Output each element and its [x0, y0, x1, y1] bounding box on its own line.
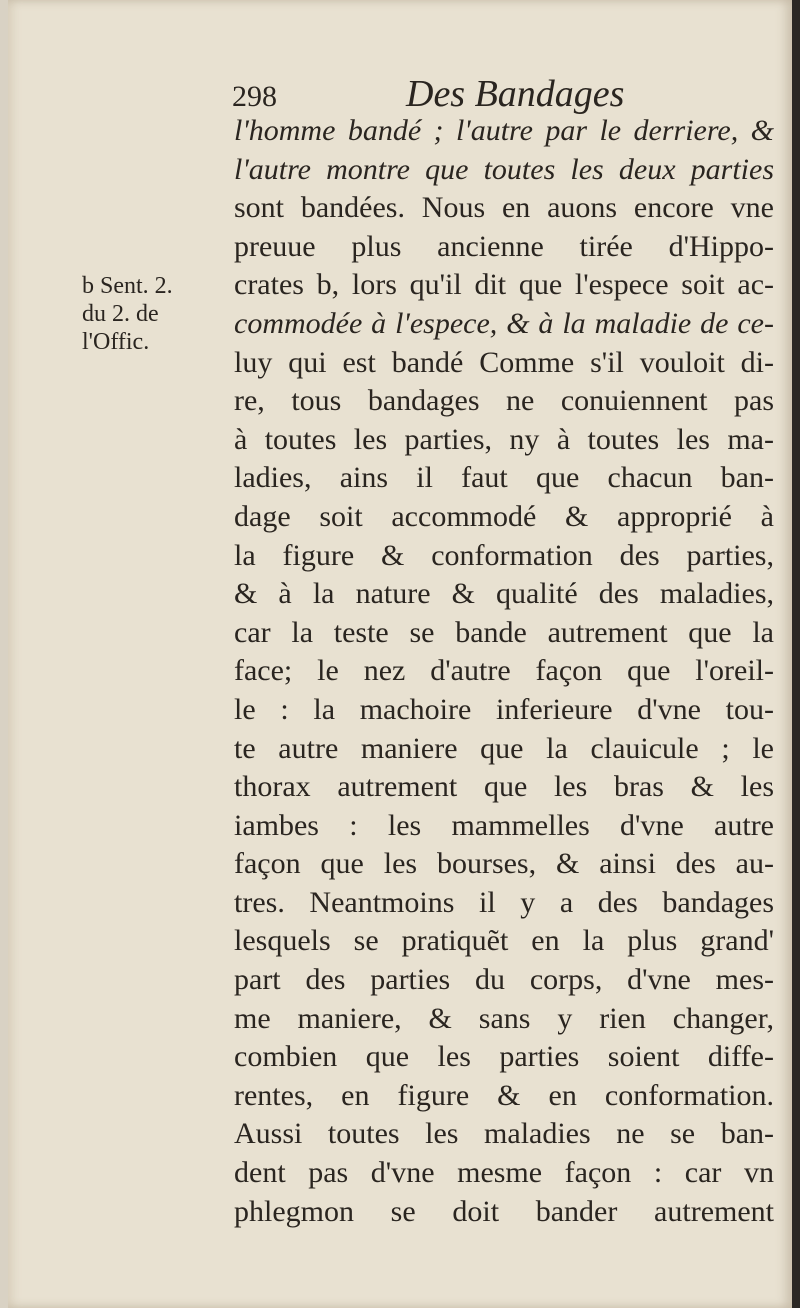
text-line: face; le nez d'autre façon que l'oreil-: [234, 654, 774, 688]
text-line: re, tous bandages ne conuiennent pas: [234, 384, 774, 418]
margin-note-line: b Sent. 2.: [82, 273, 173, 299]
text-line: l'autre montre que toutes les deux parties: [234, 152, 774, 186]
page-number: 298: [232, 80, 277, 113]
margin-note: [82, 272, 232, 356]
text-line: le : la machoire inferieure d'vne tou-: [234, 692, 774, 726]
text-line: phlegmon se doit bander autrement: [234, 1194, 774, 1228]
margin-note-line: l'Offic.: [82, 329, 150, 355]
margin-note-line: du 2. de: [82, 301, 159, 327]
text-line: dent pas d'vne mesme façon : car vn: [234, 1156, 774, 1190]
text-line: iambes : les mammelles d'vne autre: [234, 808, 774, 842]
text-line: Aussi toutes les maladies ne se ban-: [234, 1117, 774, 1151]
text-line: preuue plus ancienne tirée d'Hippo-: [234, 229, 774, 263]
text-line: la figure & conformation des parties,: [234, 538, 774, 572]
text-line: sont bandées. Nous en auons encore vne: [234, 191, 774, 225]
text-line: à toutes les parties, ny à toutes les ma-: [234, 422, 774, 456]
text-line: luy qui est bandé Comme s'il vouloit di-: [234, 345, 774, 379]
text-line: car la teste se bande autrement que la: [234, 615, 774, 649]
book-page: [8, 0, 792, 1308]
page-edge: [792, 0, 800, 1308]
text-line: ladies, ains il faut que chacun ban-: [234, 461, 774, 495]
text-line: tres. Neantmoins il y a des bandages: [234, 885, 774, 919]
text-line: combien que les parties soient diffe-: [234, 1040, 774, 1074]
text-line: thorax autrement que les bras & les: [234, 770, 774, 804]
text-line: commodée à l'espece, & à la maladie de ce-: [234, 306, 774, 340]
text-line: crates b, lors qu'il dit que l'espece soit ac-: [234, 268, 774, 302]
text-line: te autre maniere que la clauicule ; le: [234, 731, 774, 765]
text-line: me maniere, & sans y rien changer,: [234, 1001, 774, 1035]
text-line: rentes, en figure & en conformation.: [234, 1078, 774, 1112]
running-title: Des Bandages: [406, 73, 625, 115]
text-line: part des parties du corps, d'vne mes-: [234, 963, 774, 997]
text-line: l'homme bandé ; l'autre par le derriere, &: [234, 114, 774, 147]
text-line: lesquels se pratiquẽt en la plus grand': [234, 924, 774, 958]
text-line: & à la nature & qualité des maladies,: [234, 577, 774, 611]
body-text: [234, 112, 774, 1231]
text-line: façon que les bourses, & ainsi des au-: [234, 847, 774, 881]
text-line: dage soit accommodé & approprié à: [234, 499, 774, 533]
